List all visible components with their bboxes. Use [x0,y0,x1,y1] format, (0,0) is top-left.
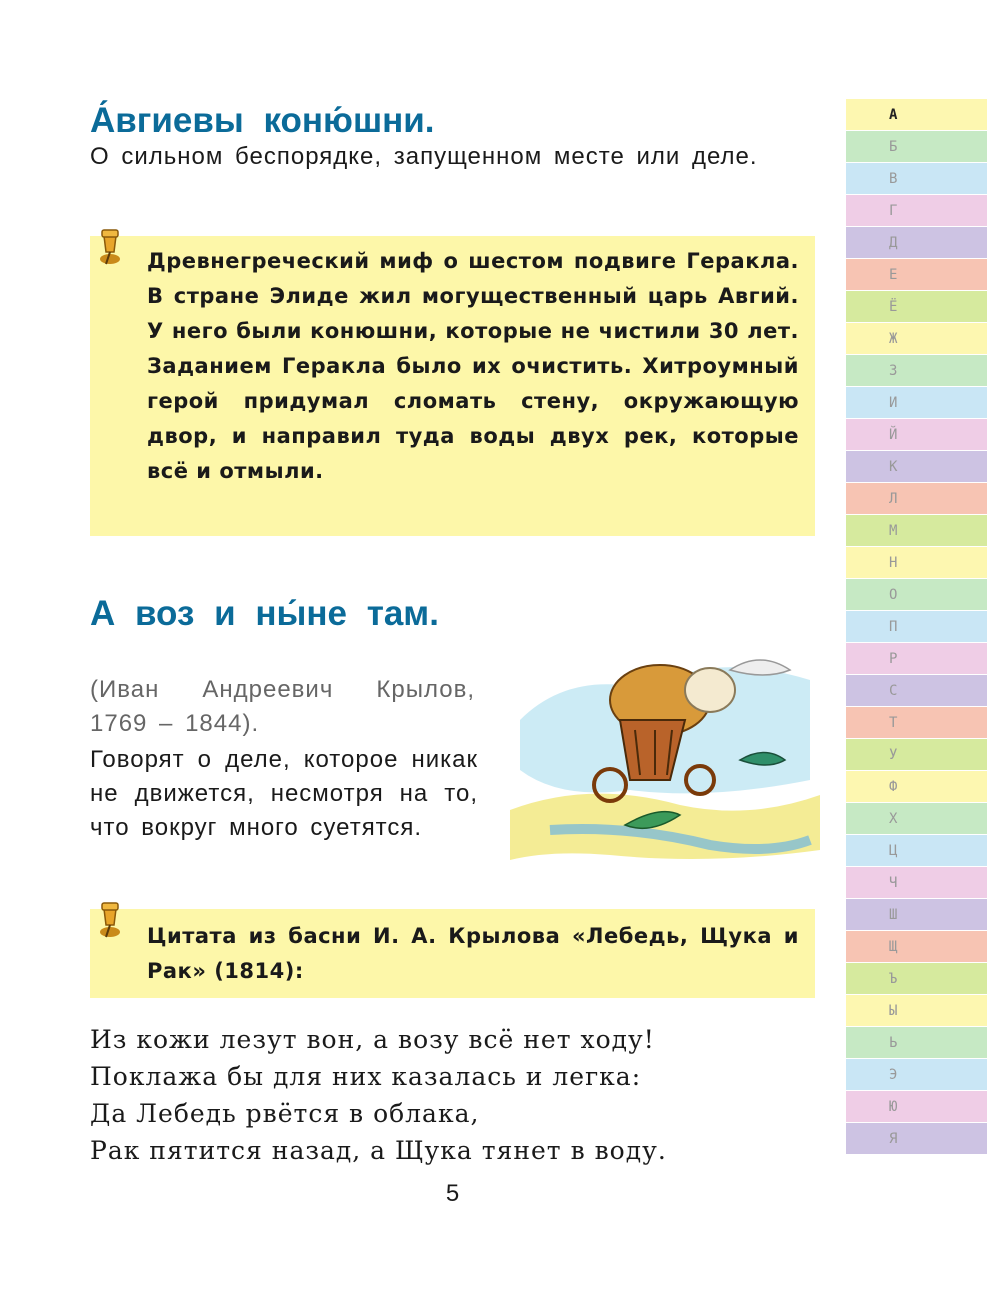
alphabet-tab[interactable]: К [846,451,987,482]
verse-line: Рак пятится назад, а Щука тянет в воду. [90,1136,667,1165]
entry-1-definition: О сильном беспорядке, запущенном месте или деле. [90,143,758,170]
entry-2-definition: Говорят о деле, которое никак не движется, несмотря на то, что вокруг много суетятся. [90,746,478,841]
verse-line: Из кожи лезут вон, а возу всё нет ходу! [90,1025,655,1054]
entry-1-title: А́вгиевы коню́шни. [90,101,435,140]
alphabet-tab[interactable]: А [846,99,987,130]
alphabet-tab[interactable]: Ё [846,291,987,322]
entry-2-note [90,909,815,998]
alphabet-tab[interactable]: Ф [846,771,987,802]
alphabet-tab[interactable]: Ю [846,1091,987,1122]
pushpin-icon [94,226,128,268]
alphabet-tab[interactable]: Л [846,483,987,514]
cart-illustration [510,630,820,875]
entry-1-note [90,236,815,536]
entry-2-author: (Иван Андреевич Крылов, 1769 – 1844). [90,676,475,737]
alphabet-tab[interactable]: Г [846,195,987,226]
alphabet-tab[interactable]: Ы [846,995,987,1026]
alphabet-tab[interactable]: Ш [846,899,987,930]
entry-1-note-text: Древнегреческий миф о шестом подвиге Геракла. В стране Элиде жил могущественный царь Авгий. У него были конюшни, которые не чистили 30 лет. Заданием Геракла было их очистить. Хитроумный герой придумал сломать стену, окружающую двор, и направил туда воды двух рек, которые всё и отмыли. [147,249,799,483]
entry-2-note-text: Цитата из басни И. А. Крылова «Лебедь, Щука и Рак» (1814): [147,924,799,983]
alphabet-tab[interactable]: З [846,355,987,386]
alphabet-tab[interactable]: У [846,739,987,770]
alphabet-tab[interactable]: М [846,515,987,546]
alphabet-tab[interactable]: С [846,675,987,706]
alphabet-tab[interactable]: И [846,387,987,418]
alphabet-tab[interactable]: Х [846,803,987,834]
alphabet-tab[interactable]: Е [846,259,987,290]
alphabet-index [846,99,987,1155]
alphabet-tab[interactable]: В [846,163,987,194]
alphabet-tab[interactable]: Ь [846,1027,987,1058]
verse-line: Да Лебедь рвётся в облака, [90,1099,480,1128]
pushpin-icon [94,899,128,941]
alphabet-tab[interactable]: Б [846,131,987,162]
page-number: 5 [445,1180,460,1207]
alphabet-tab[interactable]: Ц [846,835,987,866]
verse-line: Поклажа бы для них казалась и легка: [90,1062,642,1091]
alphabet-tab[interactable]: П [846,611,987,642]
alphabet-tab[interactable]: Ъ [846,963,987,994]
alphabet-tab[interactable]: Я [846,1123,987,1154]
alphabet-tab[interactable]: Э [846,1059,987,1090]
alphabet-tab[interactable]: Н [846,547,987,578]
alphabet-tab[interactable]: Ж [846,323,987,354]
alphabet-tab[interactable]: О [846,579,987,610]
alphabet-tab[interactable]: Д [846,227,987,258]
entry-2-title: А воз и ны́не там. [90,594,439,633]
alphabet-tab[interactable]: Т [846,707,987,738]
alphabet-tab[interactable]: Р [846,643,987,674]
alphabet-tab[interactable]: Ч [846,867,987,898]
alphabet-tab[interactable]: Щ [846,931,987,962]
alphabet-tab[interactable]: Й [846,419,987,450]
